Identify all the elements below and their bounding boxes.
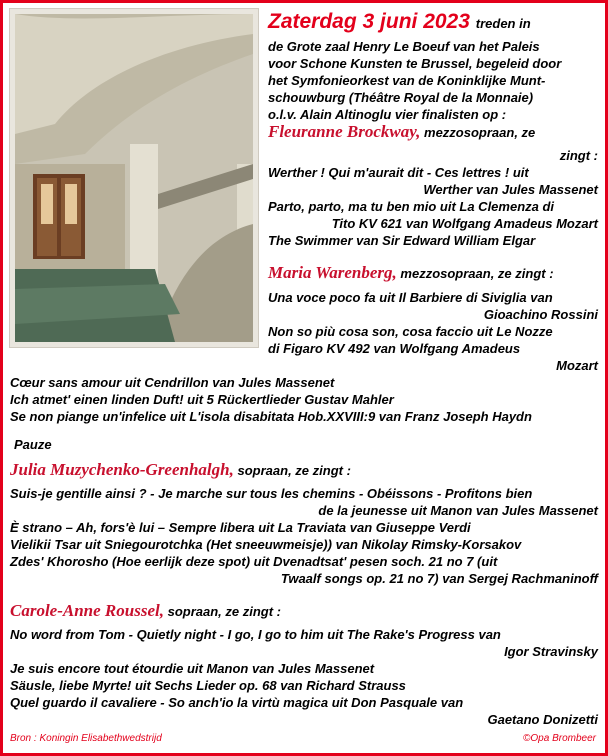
- singer3-line-6: Twaalf songs op. 21 no 7) van Sergej Rachmaninoff: [280, 571, 598, 586]
- singer2-line-8: Se non piange un'infelice uit L'isola disabitata Hob.XXVIII:9 van Franz Joseph Haydn: [10, 409, 532, 424]
- singer3-line-2: de la jeunesse uit Manon van Jules Massenet: [318, 503, 598, 518]
- intro-line-4: schouwburg (Théâtre Royal de la Monnaie): [268, 90, 534, 105]
- singer4-line-2: Igor Stravinsky: [504, 644, 598, 659]
- singer1-name: Fleuranne Brockway,: [268, 122, 421, 141]
- event-date-title: [268, 10, 531, 34]
- singer2-line-4: di Figaro KV 492 van Wolfgang Amadeus: [268, 341, 521, 356]
- singer2-line-3: Non so più cosa son, cosa faccio uit Le Nozze: [268, 324, 553, 339]
- singer4-heading: [10, 603, 281, 620]
- singer4-line-4: Säusle, liebe Myrte! uit Sechs Lieder op. 68 van Richard Strauss: [10, 678, 406, 693]
- hall-photo: [9, 8, 259, 348]
- singer2-line-6: Cœur sans amour uit Cendrillon van Jules Massenet: [10, 375, 335, 390]
- singer1-line-5: The Swimmer van Sir Edward William Elgar: [268, 233, 536, 248]
- source-credit: Bron : Koningin Elisabethwedstrijd: [10, 733, 162, 744]
- singer3-name: Julia Muzychenko-Greenhalgh,: [10, 460, 234, 479]
- singer3-line-5: Zdes' Khorosho (Hoe eerlijk deze spot) uit Dvenadtsat' pesen soch. 21 no 7 (uit: [10, 554, 498, 569]
- hall-interior-image: [15, 14, 253, 342]
- singer4-name: Carole-Anne Roussel,: [10, 601, 164, 620]
- pause-label: Pauze: [14, 437, 52, 452]
- singer1-zingt: zingt :: [559, 148, 598, 163]
- singer2-line-5: Mozart: [556, 358, 598, 373]
- singer3-line-1: Suis-je gentille ainsi ? - Je marche sur tous les chemins - Obéissons - Profitons bien: [10, 486, 533, 501]
- singer1-heading: [268, 124, 535, 141]
- singer1-voice: mezzosopraan, ze: [424, 125, 536, 140]
- singer1-line-4: Tito KV 621 van Wolfgang Amadeus Mozart: [331, 216, 598, 231]
- intro-line-1: de Grote zaal Henry Le Boeuf van het Paleis: [268, 39, 540, 54]
- author-credit: ©Opa Brombeer: [523, 733, 596, 744]
- singer4-line-5: Quel guardo il cavaliere - So anch'io la virtù magica uit Don Pasquale van: [10, 695, 464, 710]
- intro-line-3: het Symfonieorkest van de Koninklijke Munt-: [268, 73, 546, 88]
- singer2-line-7: Ich atmet' einen linden Duft! uit 5 Rückertlieder Gustav Mahler: [10, 392, 394, 407]
- date: Zaterdag 3 juni 2023: [268, 10, 470, 33]
- singer4-voice: sopraan, ze zingt :: [167, 604, 282, 619]
- singer4-line-1: No word from Tom - Quietly night - I go, I go to him uit The Rake's Progress van: [10, 627, 501, 642]
- singer1-line-3: Parto, parto, ma tu ben mio uit La Clemenza di: [268, 199, 555, 214]
- singer1-line-1: Werther ! Qui m'aurait dit - Ces lettres ! uit: [268, 165, 529, 180]
- singer2-voice: mezzosopraan, ze zingt :: [400, 266, 554, 281]
- singer2-heading: [268, 265, 554, 282]
- singer2-name: Maria Warenberg,: [268, 263, 397, 282]
- singer4-line-6: Gaetano Donizetti: [487, 712, 598, 727]
- singer1-line-2: Werther van Jules Massenet: [423, 182, 598, 197]
- singer3-heading: [10, 462, 351, 479]
- date-line-rest: treden in: [475, 16, 531, 31]
- singer2-line-1: Una voce poco fa uit Il Barbiere di Siviglia van: [268, 290, 553, 305]
- singer3-line-4: Vielikii Tsar uit Sniegourotchka (Het sneeuwmeisje)) van Nikolay Rimsky-Korsakov: [10, 537, 522, 552]
- intro-line-5: o.l.v. Alain Altinoglu vier finalisten op :: [268, 107, 507, 122]
- singer2-line-2: Gioachino Rossini: [483, 307, 598, 322]
- singer3-line-3: È strano – Ah, fors'è lui – Sempre libera uit La Traviata van Giuseppe Verdi: [10, 520, 471, 535]
- intro-line-2: voor Schone Kunsten te Brussel, begeleid door: [268, 56, 562, 71]
- singer3-voice: sopraan, ze zingt :: [237, 463, 351, 478]
- singer4-line-3: Je suis encore tout étourdie uit Manon van Jules Massenet: [10, 661, 375, 676]
